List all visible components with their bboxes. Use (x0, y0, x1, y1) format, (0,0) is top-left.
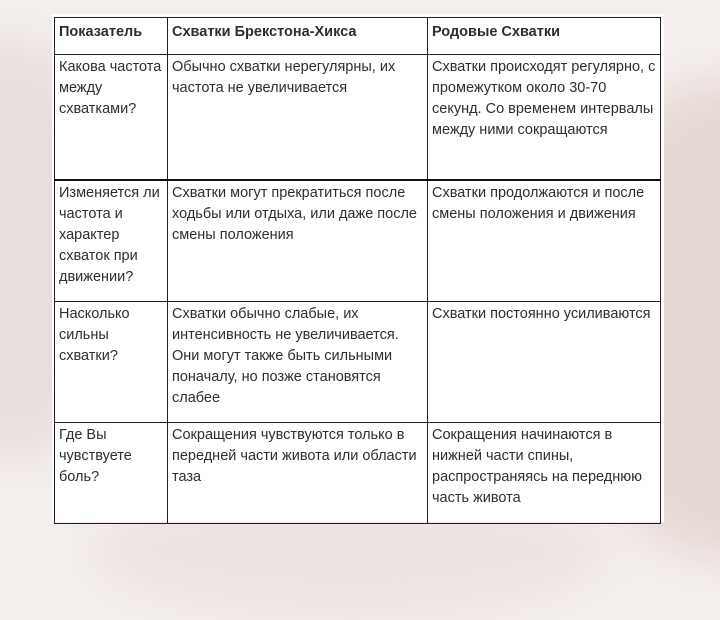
header-indicator: Показатель (55, 18, 168, 55)
table-row (55, 423, 661, 524)
cell-indicator: Насколько сильны схватки? (55, 302, 168, 423)
header-braxton-hicks: Схватки Брекстона-Хикса (168, 18, 428, 55)
table-row (55, 55, 661, 181)
cell-labor: Схватки постоянно усиливаются (428, 302, 661, 423)
cell-indicator: Где Вы чувствуете боль? (55, 423, 168, 524)
header-labor: Родовые Схватки (428, 18, 661, 55)
cell-braxton-hicks: Обычно схватки нерегулярны, их частота не увеличивается (168, 55, 428, 181)
table-row (55, 180, 661, 302)
cell-indicator: Какова частота между схватками? (55, 55, 168, 181)
cell-labor: Схватки продолжаются и после смены положения и движения (428, 180, 661, 302)
cell-labor: Схватки происходят регулярно, с промежутком около 30-70 секунд. Со временем интервалы между ними сокращаются (428, 55, 661, 181)
table-row (55, 302, 661, 423)
cell-indicator: Изменяется ли частота и характер схваток при движении? (55, 180, 168, 302)
cell-braxton-hicks: Схватки могут прекратиться после ходьбы или отдыха, или даже после смены положения (168, 180, 428, 302)
table-header-row (55, 18, 661, 55)
cell-braxton-hicks: Сокращения чувствуются только в передней части живота или области таза (168, 423, 428, 524)
cell-labor: Сокращения начинаются в нижней части спины, распространяясь на переднюю часть живота (428, 423, 661, 524)
comparison-table (54, 17, 661, 524)
cell-braxton-hicks: Схватки обычно слабые, их интенсивность не увеличивается. Они могут также быть сильными поначалу, но позже становятся слабее (168, 302, 428, 423)
